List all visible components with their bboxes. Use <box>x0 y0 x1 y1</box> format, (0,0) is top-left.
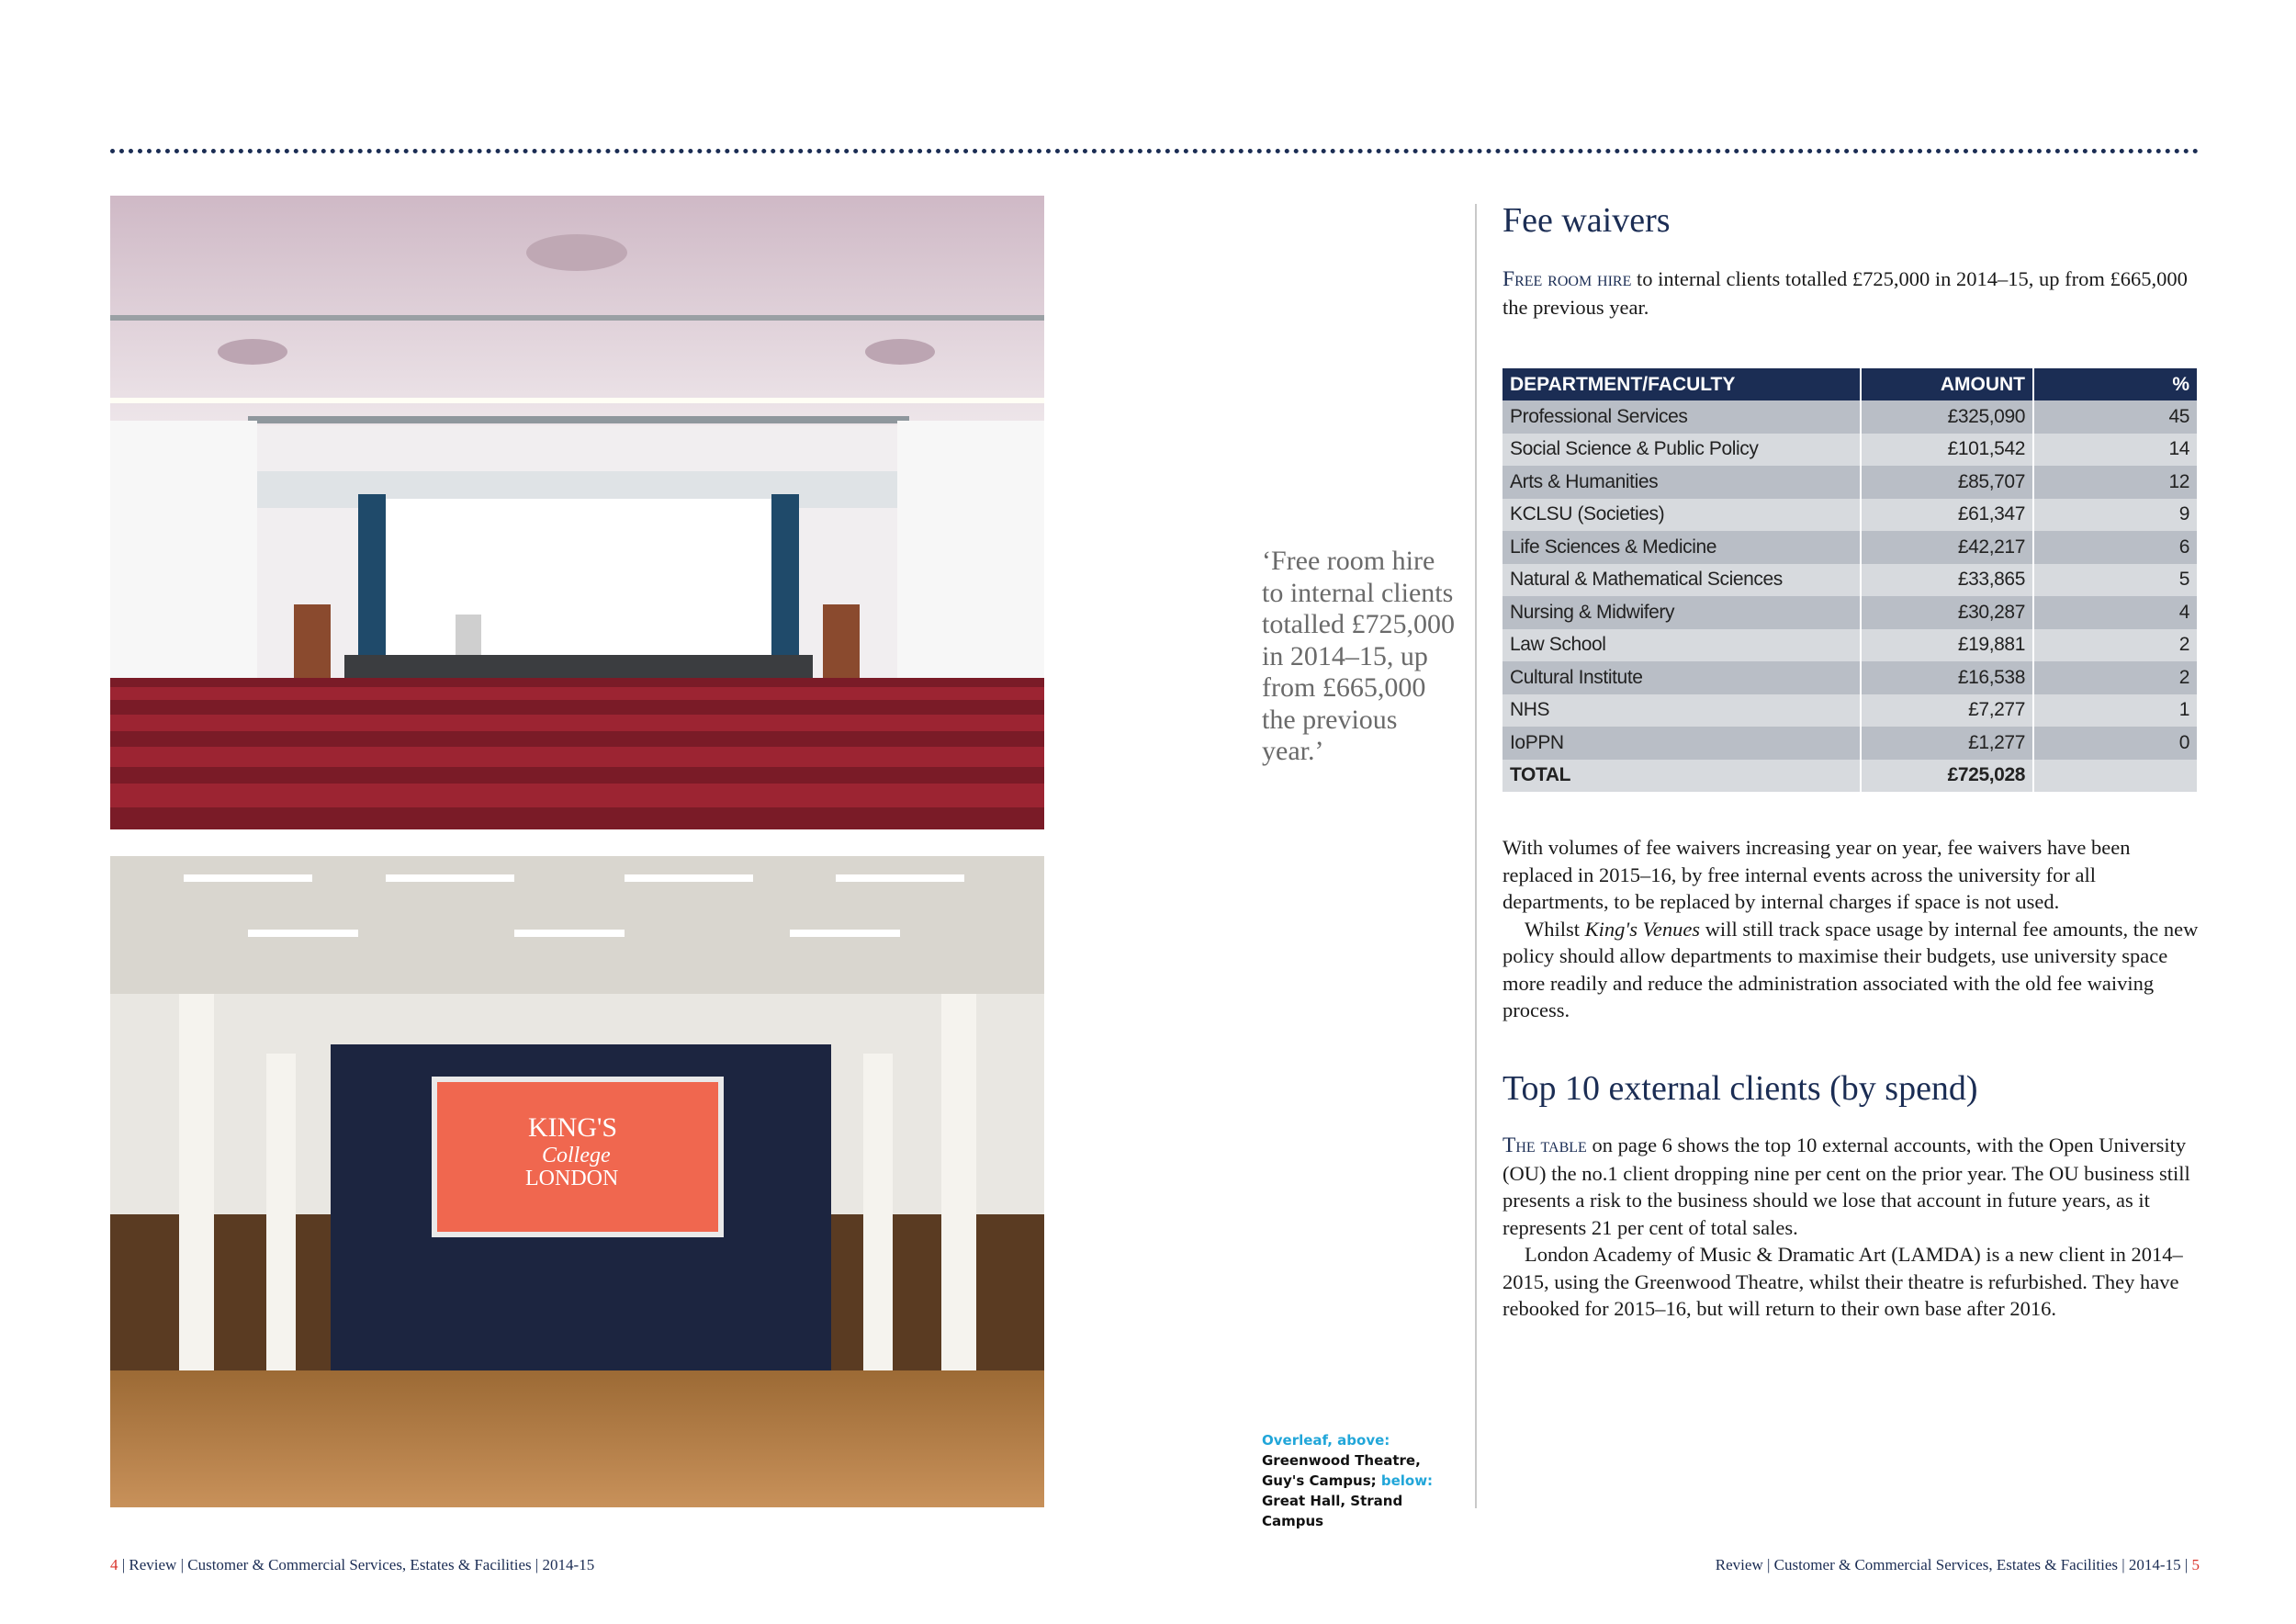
screen-logo-line-2: College <box>542 1144 611 1167</box>
cell-percent: 1 <box>2033 694 2198 727</box>
cell-amount: £42,217 <box>1861 531 2033 564</box>
top-clients-paragraph-2: London Academy of Music & Dramatic Art (LAMDA) is a new client in 2014–2015, using the Greenwood Theatre, whilst their theatre is refurbished. They have rebooked for 2015–16, but will return to their own base after 2016. <box>1503 1243 2183 1320</box>
caption-text-below: Great Hall, Strand Campus <box>1262 1493 1403 1529</box>
table-row <box>1503 629 2198 662</box>
cell-amount: £101,542 <box>1861 434 2033 467</box>
cell-total-label: TOTAL <box>1503 760 1861 793</box>
caption-lead-below: below: <box>1380 1472 1434 1489</box>
dotted-header-rule <box>110 149 2200 153</box>
cell-department: NHS <box>1503 694 1861 727</box>
cell-percent: 2 <box>2033 629 2198 662</box>
cell-amount: £16,538 <box>1861 661 2033 694</box>
footer-left <box>110 1556 594 1574</box>
theatre-illustration <box>110 196 1044 829</box>
table-header-row <box>1503 368 2198 400</box>
page-number-left: 4 <box>110 1556 118 1573</box>
table-row <box>1503 596 2198 629</box>
kings-venues-emphasis: King's Venues <box>1584 917 1701 941</box>
table-row <box>1503 499 2198 532</box>
cell-department: KCLSU (Societies) <box>1503 499 1861 532</box>
table-row <box>1503 400 2198 434</box>
footer-right-text: Review | Customer & Commercial Services, Estates & Facilities | 2014-15 | <box>1715 1556 2192 1573</box>
screen-logo-line-1: KING'S <box>528 1112 618 1143</box>
cell-department: Natural & Mathematical Sciences <box>1503 564 1861 597</box>
photo-great-hall <box>110 856 1044 1507</box>
table-total-row <box>1503 760 2198 793</box>
caption-text-above: Greenwood Theatre, Guy's Campus; <box>1262 1452 1421 1489</box>
table-row <box>1503 531 2198 564</box>
table-row <box>1503 661 2198 694</box>
cell-percent: 0 <box>2033 727 2198 760</box>
cell-amount: £33,865 <box>1861 564 2033 597</box>
page-number-right: 5 <box>2191 1556 2200 1573</box>
cell-percent: 9 <box>2033 499 2198 532</box>
cell-department: Professional Services <box>1503 400 1861 434</box>
cell-department: IoPPN <box>1503 727 1861 760</box>
intro-rest: to internal clients totalled £725,000 in 2014–15, up from £665,000 the previous year. <box>1503 267 2188 319</box>
cell-department: Arts & Humanities <box>1503 466 1861 499</box>
fee-waivers-heading: Fee waivers <box>1503 201 1671 240</box>
col-header-percent: % <box>2033 368 2198 400</box>
cell-amount: £30,287 <box>1861 596 2033 629</box>
cell-total-amount: £725,028 <box>1861 760 2033 793</box>
cell-amount: £85,707 <box>1861 466 2033 499</box>
great-hall-illustration <box>110 856 1044 1507</box>
photo-caption <box>1262 1430 1459 1531</box>
cell-department: Nursing & Midwifery <box>1503 596 1861 629</box>
pull-quote: ‘Free room hire to internal clients totalled £725,000 in 2014–15, up from £665,000 the previous year.’ <box>1262 546 1455 766</box>
cell-percent: 6 <box>2033 531 2198 564</box>
top-clients-body <box>1503 1132 2200 1323</box>
cell-department: Social Science & Public Policy <box>1503 434 1861 467</box>
cell-department: Cultural Institute <box>1503 661 1861 694</box>
cell-percent: 5 <box>2033 564 2198 597</box>
cell-amount: £19,881 <box>1861 629 2033 662</box>
top-clients-lead: The table <box>1503 1133 1587 1157</box>
cell-total-percent <box>2033 760 2198 793</box>
col-header-amount: AMOUNT <box>1861 368 2033 400</box>
p2-end: will still track space usage by internal fee amounts, the new policy should allow departments to maximise their budgets, use university space more readily and reduce the administration associated with the old fee waiving process. <box>1503 917 2199 1021</box>
top-clients-paragraph-1: on page 6 shows the top 10 external accounts, with the Open University (OU) the no.1 client dropping nine per cent on the prior year. The OU business still presents a risk to the business should we lose that account in future years, as it represents 21 per cent of total sales. <box>1503 1133 2190 1239</box>
photo-greenwood-theatre <box>110 196 1044 829</box>
table-row <box>1503 434 2198 467</box>
table-row <box>1503 727 2198 760</box>
cell-department: Life Sciences & Medicine <box>1503 531 1861 564</box>
cell-percent: 4 <box>2033 596 2198 629</box>
footer-right <box>1716 1556 2200 1574</box>
fee-waivers-intro <box>1503 265 2200 321</box>
fee-waivers-body <box>1503 834 2200 1024</box>
table-row <box>1503 466 2198 499</box>
column-divider <box>1475 204 1477 1508</box>
footer-left-text: | Review | Customer & Commercial Services, Estates & Facilities | 2014-15 <box>118 1556 595 1573</box>
cell-percent: 45 <box>2033 400 2198 434</box>
fee-waivers-table <box>1503 368 2199 792</box>
fee-waivers-paragraph-1: With volumes of fee waivers increasing year on year, fee waivers have been replaced in 2015–16, by free internal events across the university for all departments, to be replaced by internal charges if space is not used. <box>1503 836 2131 913</box>
cell-amount: £1,277 <box>1861 727 2033 760</box>
caption-lead-above: Overleaf, above: <box>1262 1432 1390 1449</box>
cell-department: Law School <box>1503 629 1861 662</box>
intro-lead: Free room hire <box>1503 267 1632 291</box>
fee-waivers-paragraph-2 <box>1503 916 2200 1024</box>
screen-logo-line-3: LONDON <box>525 1167 619 1190</box>
p2-start: Whilst <box>1525 917 1585 941</box>
cell-percent: 12 <box>2033 466 2198 499</box>
table-row <box>1503 564 2198 597</box>
cell-percent: 14 <box>2033 434 2198 467</box>
col-header-department: DEPARTMENT/FACULTY <box>1503 368 1861 400</box>
cell-percent: 2 <box>2033 661 2198 694</box>
top-clients-heading: Top 10 external clients (by spend) <box>1503 1069 1978 1108</box>
cell-amount: £325,090 <box>1861 400 2033 434</box>
cell-amount: £7,277 <box>1861 694 2033 727</box>
table-row <box>1503 694 2198 727</box>
cell-amount: £61,347 <box>1861 499 2033 532</box>
